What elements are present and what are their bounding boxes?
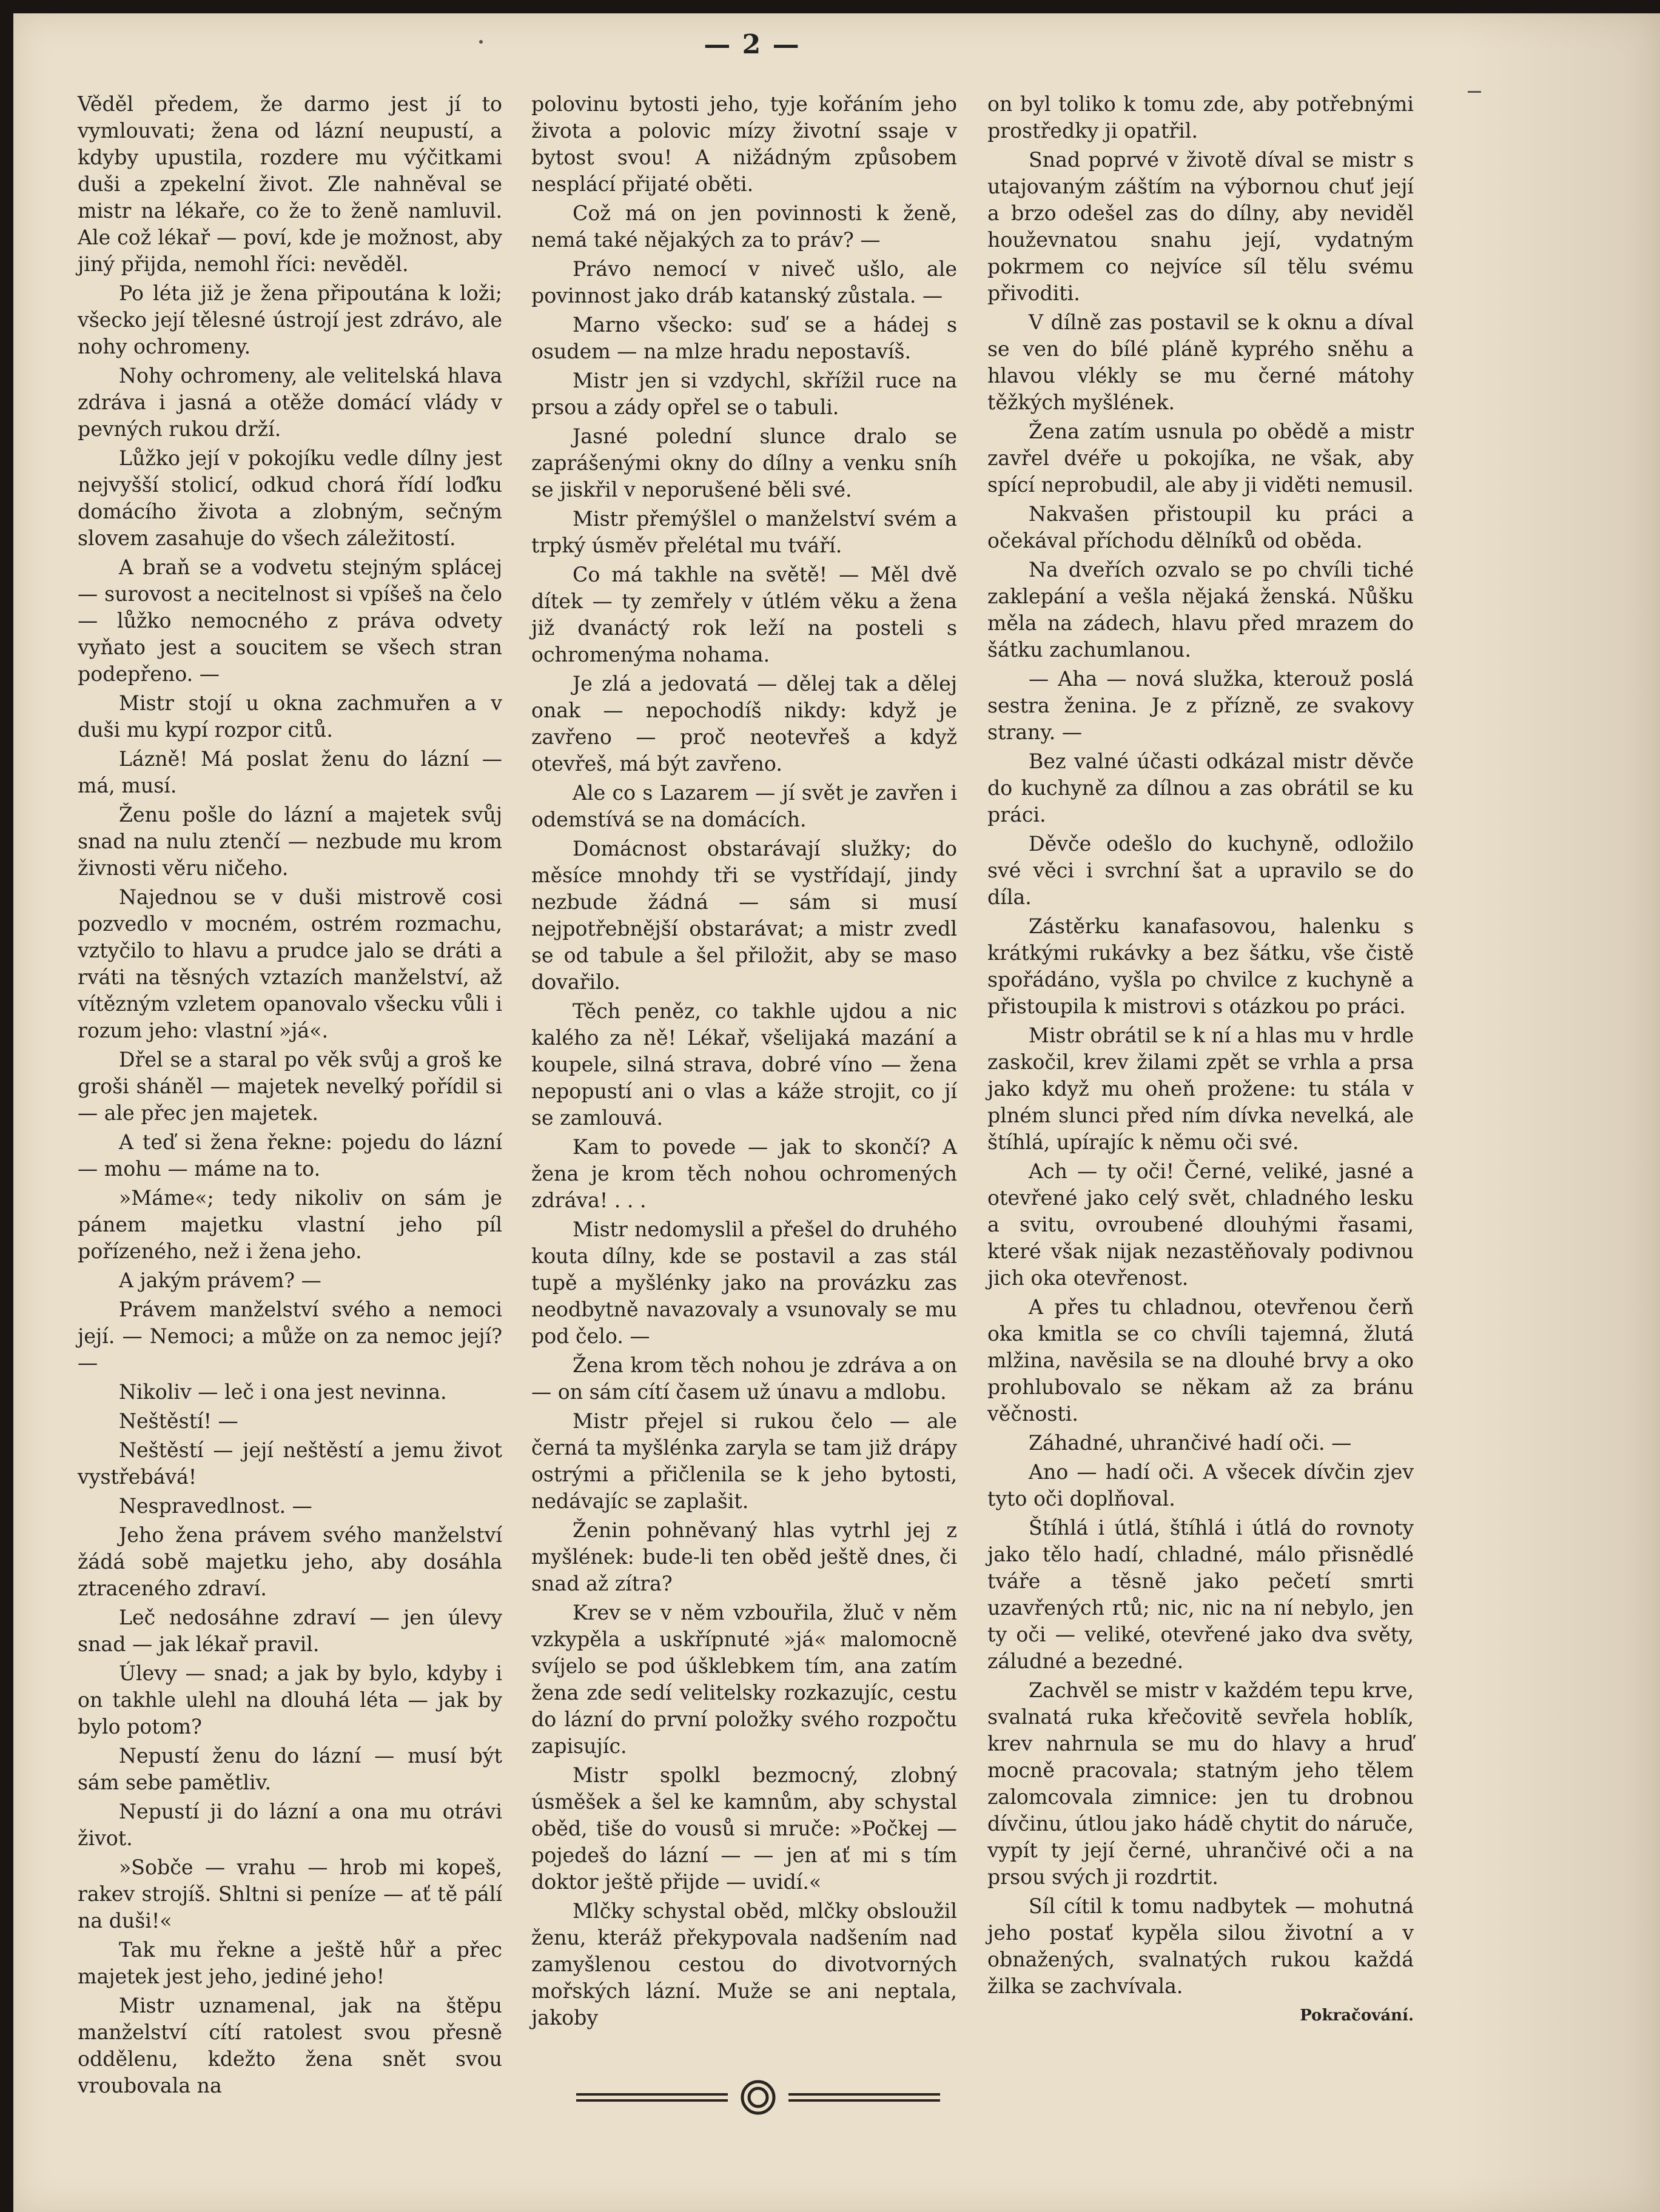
paragraph: Mistr nedomyslil a přešel do druhého kouta dílny, kde se postavil a zas stál tupě a myšlénky jako na provázku zas neodbytně navazovaly a vsunovaly se mu pod čelo. — (531, 1218, 957, 1348)
paragraph: Záhadné, uhrančivé hadí oči. — (1029, 1431, 1352, 1455)
paragraph: Což má on jen povinnosti k ženě, nemá také nějakých za to práv? — (531, 201, 957, 252)
paragraph: Mistr přemýšlel o manželství svém a trpký úsměv přelétal mu tváří. (531, 507, 957, 557)
paragraph: Po léta již je žena připoutána k loži; všecko její tělesné ústrojí jest zdrávo, ale nohy ochromeny. (78, 281, 502, 358)
paragraph: Nepustí ženu do lázní — musí být sám sebe pamětliv. (78, 1744, 502, 1794)
paragraph: Je zlá a jedovatá — dělej tak a dělej onak — nepochodíš nikdy: když je zavřeno — proč neotevřeš a když otevřeš, má být zavřeno. (531, 672, 957, 776)
paragraph: Věděl předem, že darmo jest jí to vymlouvati; žena od lázní neupustí, a kdyby upustila, rozdere mu výčitkami duši a zpekelní život. Zle nahněval se mistr na lékaře, co že to ženě namluvil. Ale což lékař — poví, kde je možnost, aby jiný přijda, nemohl říci: nevěděl. (78, 92, 502, 276)
paragraph: Marno všecko: suď se a hádej s osudem — na mlze hradu nepostavíš. (531, 313, 957, 363)
paragraph: »Sobče — vrahu — hrob mi kopeš, rakev strojíš. Shltni si peníze — ať tě pálí na duši!« (78, 1855, 502, 1932)
paragraph: Najednou se v duši mistrově cosi pozvedlo v mocném, ostrém rozmachu, vztyčilo to hlavu a prudce jalo se dráti a rváti na těsných vztazích manželství, až vítězným vzletem opanovalo všecku vůli i rozum jeho: vlastní »já«. (78, 885, 502, 1042)
paragraph: Tak mu řekne a ještě hůř a přec majetek jest jeho, jediné jeho! (78, 1938, 502, 1988)
ornament-circle-inner (749, 2088, 767, 2106)
paragraph: Jasné polední slunce dralo se zaprášenými okny do dílny a venku sníh se jiskřil v neporušené běli své. (531, 424, 957, 501)
text-column-1 (78, 91, 502, 2102)
paragraph: Co má takhle na světě! — Měl dvě dítek — ty zemřely v útlém věku a žena již dvanáctý rok leží na posteli s ochromenýma nohama. (531, 563, 957, 666)
paragraph: on byl toliko k tomu zde, aby potřebnými prostředky ji opatřil. (987, 92, 1414, 142)
ink-speck (1468, 91, 1481, 93)
paragraph: Ach — ty oči! Černé, veliké, jasné a otevřené jako celý svět, chladného lesku a svitu, ovroubené dlouhými řasami, které však nijak nezastěňovaly podivnou jich oka otevřenost. (987, 1159, 1414, 1290)
paragraph: Ženin pohněvaný hlas vytrhl jej z myšlének: bude-li ten oběd ještě dnes, či snad až zítra? (531, 1518, 957, 1595)
paragraph: Nespravedlnost. — (119, 1494, 312, 1518)
paragraph: Lůžko její v pokojíku vedle dílny jest nejvyšší stolicí, odkud chorá řídí loďku domácího života a zlobným, sečným slovem zasahuje do všech záležitostí. (78, 446, 502, 550)
paragraph: Nepustí ji do lázní a ona mu otrávi život. (78, 1800, 502, 1850)
paragraph: Síl cítil k tomu nadbytek — mohutná jeho postať kypěla silou životní a v obnažených, svalnatých rukou každá žilka se zachvívala. (987, 1894, 1414, 1998)
paragraph: Dřel se a staral po věk svůj a groš ke groši sháněl — majetek nevelký pořídil si — ale přec jen majetek. (78, 1048, 502, 1125)
paragraph: Mistr obrátil se k ní a hlas mu v hrdle zaskočil, krev žilami zpět se vrhla a prsa jako když mu oheň prožene: tu stála v plném slunci před ním dívka nevelká, ale štíhlá, upírajíc k němu oči své. (987, 1024, 1414, 1154)
paragraph: A jakým právem? — (119, 1269, 321, 1292)
paragraph: A přes tu chladnou, otevřenou čerň oka kmitla se co chvíli tajemná, žlutá mlžina, navěsila se na dlouhé brvy a oko prohlubovalo se někam až za bránu věčnosti. (987, 1295, 1414, 1426)
paragraph: Právo nemocí v niveč ušlo, ale povinnost jako dráb katanský zůstala. — (531, 257, 957, 307)
paragraph: Ale co s Lazarem — jí svět je zavřen i odemstívá se na domácích. (531, 781, 957, 831)
paragraph: Domácnost obstarávají služky; do měsíce mnohdy tři se vystřídají, jindy nezbude žádná — sám si musí nejpotřebnější obstarávat; a mistr zvedl se od tabule a šel přiložit, aby se maso dovařilo. (531, 837, 957, 994)
paragraph: A braň se a vodvetu stejným splácej — surovost a necitelnost si vpíšeš na čelo — lůžko nemocného z práva odvety vyňato jest a soucitem se všech stran podepřeno. — (78, 555, 502, 686)
paragraph: Jeho žena právem svého manželství žádá sobě majetku jeho, aby dosáhla ztraceného zdraví. (78, 1523, 502, 1600)
paragraph: Zachvěl se mistr v každém tepu krve, svalnatá ruka křečovitě sevřela hoblík, krev nahrnula se mu do hlavy a hruď mocně pracovala; statným jeho tělem zalomcovala zimnice: jen tu drobnou dívčinu, útlou jako hádě chytit do náruče, vypít ty její černé, uhrančivé oči a na prsou svých ji rozdrtit. (987, 1678, 1414, 1889)
paragraph: Mistr přejel si rukou čelo — ale černá ta myšlénka zaryla se tam již drápy ostrými a přičlenila se k jeho bytosti, nedávajíc se zaplašit. (531, 1409, 957, 1513)
paragraph: Lázně! Má poslat ženu do lázní — má, musí. (78, 747, 502, 797)
paragraph: Právem manželství svého a nemoci její. — Nemoci; a může on za nemoc její? — (78, 1298, 502, 1375)
paragraph: Mistr spolkl bezmocný, zlobný úsměšek a šel ke kamnům, aby schystal oběd, tiše do vousů si mruče: »Počkej — pojedeš do lázní — — jen ať mi s tím doktor ještě přijde — uvidí.« (531, 1763, 957, 1894)
continued-note: Pokračování. (1300, 2006, 1414, 2025)
paragraph: polovinu bytosti jeho, tyje kořáním jeho života a polovic mízy životní ssaje v bytost svou! A nižádným způsobem nesplácí přijaté oběti. (531, 92, 957, 196)
text-column-3 (987, 91, 1414, 2031)
paragraph: Štíhlá i útlá, štíhlá i útlá do rovnoty jako tělo hadí, chladné, málo přisnědlé tváře a těsně jako pečetí smrti uzavřených rtů; nic, nic na ní nebylo, jen ty oči — veliké, otevřené jako dva světy, záludné a bezedné. (987, 1516, 1414, 1673)
paragraph: — Aha — nová služka, kterouž poslá sestra ženina. Je z přízně, ze svakovy strany. — (987, 667, 1414, 744)
paragraph: Nikoliv — leč i ona jest nevinna. (119, 1380, 447, 1404)
paragraph: Kam to povede — jak to skončí? A žena je krom těch nohou ochromených zdráva! . . . (531, 1135, 957, 1212)
ornament-circle-outer (742, 2082, 774, 2113)
end-ornament (576, 2080, 940, 2116)
paragraph: Neštěstí — její neštěstí a jemu život vystřebává! (78, 1438, 502, 1489)
paragraph: Ano — hadí oči. A všecek dívčin zjev tyto oči doplňoval. (987, 1460, 1414, 1510)
text-column-2 (531, 91, 957, 2034)
page-number: — 2 — (704, 29, 801, 60)
paragraph: Zástěrku kanafasovou, halenku s krátkými rukávky a bez šátku, vše čistě spořádáno, vyšla po chvilce z kuchyně a přistoupila k mistrovi s otázkou po práci. (987, 914, 1414, 1018)
paragraph: V dílně zas postavil se k oknu a díval se ven do bílé pláně kyprého sněhu a hlavou vlékly se mu černé mátohy těžkých myšlének. (987, 310, 1414, 414)
paragraph: A teď si žena řekne: pojedu do lázní — mohu — máme na to. (78, 1130, 502, 1181)
paragraph: Mistr jen si vzdychl, skřížil ruce na prsou a zády opřel se o tabuli. (531, 369, 957, 419)
paragraph: Žena krom těch nohou je zdráva a on — on sám cítí časem už únavu a mdlobu. (531, 1353, 957, 1404)
paragraph: Krev se v něm vzbouřila, žluč v něm vzkypěla a uskřípnuté »já« malomocně svíjelo se pod úšklebkem tím, ana zatím žena zde sedí velitelsky rozkazujíc, cestu do lázní do první položky svého rozpočtu zapisujíc. (531, 1601, 957, 1758)
paragraph: Bez valné účasti odkázal mistr děvče do kuchyně za dílnou a zas obrátil se ku práci. (987, 749, 1414, 826)
paragraph: Snad poprvé v životě díval se mistr s utajovaným záštím na výbornou chuť její a brzo odešel zas do dílny, aby neviděl houževnatou snahu její, vydatným pokrmem co nejvíce síl tělu svému přivoditi. (987, 148, 1414, 305)
paragraph: Nakvašen přistoupil ku práci a očekával příchodu dělníků od oběda. (987, 502, 1414, 552)
paragraph: Děvče odešlo do kuchyně, odložilo své věci i svrchní šat a upravilo se do díla. (987, 832, 1414, 909)
paragraph: Ženu pošle do lázní a majetek svůj snad na nulu ztenčí — nezbude mu krom živnosti věru ničeho. (78, 803, 502, 880)
paragraph: Žena zatím usnula po obědě a mistr zavřel dvéře u pokojíka, ne však, aby spící neprobudil, ale aby ji viděti nemusil. (987, 420, 1414, 497)
paragraph: Těch peněz, co takhle ujdou a nic kalého za ně! Lékař, všelijaká mazání a koupele, silná strava, dobré víno — žena nepopustí ani o vlas a káže strojit, co jí se zamlouvá. (531, 999, 957, 1130)
paragraph: Úlevy — snad; a jak by bylo, kdyby i on takhle ulehl na dlouhá léta — jak by bylo potom? (78, 1661, 502, 1738)
paragraph: Mistr uznamenal, jak na štěpu manželství cítí ratolest svou přesně oddělenu, kdežto žena snět svou vroubovala na (78, 1994, 502, 2097)
ink-speck (479, 40, 483, 44)
page-edge-shadow (1456, 13, 1660, 2212)
paragraph: Mlčky schystal oběd, mlčky obsloužil ženu, kteráž překypovala nadšením nad zamyšlenou cestou do divotvorných mořských lázní. Muže se ani neptala, jakoby (531, 1899, 957, 2029)
paragraph: »Máme«; tedy nikoliv on sám je pánem majetku vlastní jeho píl pořízeného, než i žena jeho. (78, 1186, 502, 1263)
paragraph: Leč nedosáhne zdraví — jen úlevy snad — jak lékař pravil. (78, 1606, 502, 1656)
paragraph: Na dveřích ozvalo se po chvíli tiché zaklepání a vešla nějaká ženská. Nůšku měla na zádech, hlavu před mrazem do šátku zachumlanou. (987, 558, 1414, 662)
paragraph: Nohy ochromeny, ale velitelská hlava zdráva i jasná a otěže domácí vlády v pevných rukou drží. (78, 364, 502, 441)
paragraph: Neštěstí! — (119, 1409, 238, 1433)
paragraph: Mistr stojí u okna zachmuřen a v duši mu kypí rozpor citů. (78, 691, 502, 742)
